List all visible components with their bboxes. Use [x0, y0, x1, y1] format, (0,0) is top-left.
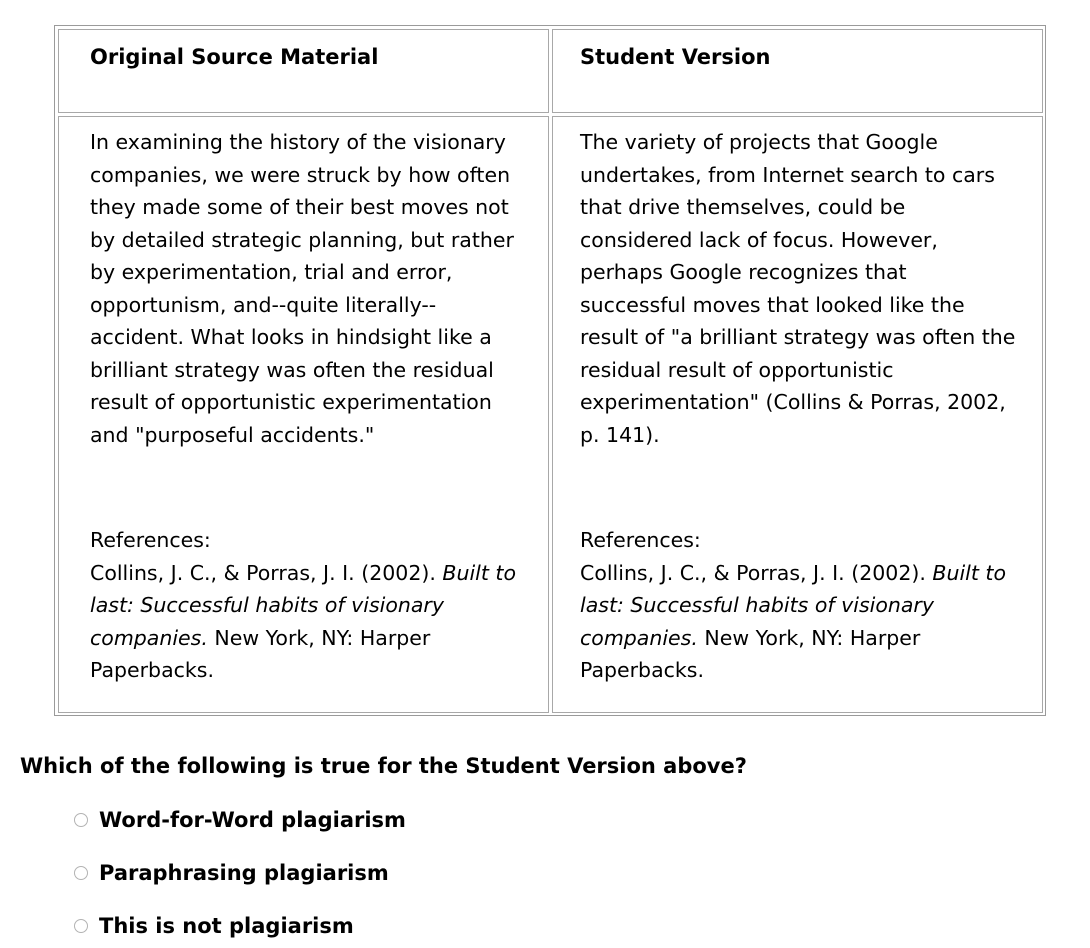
comparison-table	[54, 25, 1046, 716]
reference-title: Built to last: Successful habits of visionary companies.	[90, 560, 516, 650]
header-cell-original	[58, 29, 549, 113]
reference-entry	[90, 557, 524, 687]
reference-entry	[580, 557, 1018, 687]
option-label[interactable]: This is not plagiarism	[99, 914, 354, 938]
reference-publisher: New York, NY: Harper Paperbacks.	[90, 625, 431, 682]
references-label: References:	[90, 528, 211, 552]
radio-not-plagiarism[interactable]	[74, 919, 88, 933]
references-label: References:	[580, 528, 701, 552]
reference-publisher: New York, NY: Harper Paperbacks.	[580, 625, 921, 682]
option-label[interactable]: Word-for-Word plagiarism	[99, 808, 406, 832]
header-cell-student	[552, 29, 1043, 113]
question-text: Which of the following is true for the Student Version above?	[20, 754, 747, 778]
reference-title: Built to last: Successful habits of visionary companies.	[580, 560, 1006, 650]
radio-word-for-word[interactable]	[74, 813, 88, 827]
student-version-text: The variety of projects that Google undertakes, from Internet search to cars that drive themselves, could be considered lack of focus. However, perhaps Google recognizes that successful moves that looked like the result of "a brilliant strategy was often the residual result of opportunistic experimentation" (Collins & Porras, 2002, p. 141).	[580, 130, 1016, 447]
student-references	[580, 524, 1018, 687]
original-source-text: In examining the history of the visionary companies, we were struck by how often they made some of their best moves not by detailed strategic planning, but rather by experimentation, trial and error, opportunism, and--quite literally--accident. What looks in hindsight like a brilliant strategy was often the residual result of opportunistic experimentation and "purposeful accidents."	[90, 130, 514, 447]
original-source-cell	[58, 116, 549, 713]
option-paraphrasing[interactable]	[74, 861, 389, 885]
radio-paraphrasing[interactable]	[74, 866, 88, 880]
original-references	[90, 524, 524, 687]
option-word-for-word[interactable]	[74, 808, 406, 832]
reference-authors: Collins, J. C., & Porras, J. I. (2002).	[90, 560, 443, 585]
option-not-plagiarism[interactable]	[74, 914, 354, 938]
column-header-student: Student Version	[580, 45, 771, 69]
reference-authors: Collins, J. C., & Porras, J. I. (2002).	[580, 560, 933, 585]
student-version-cell	[552, 116, 1043, 713]
column-header-original: Original Source Material	[90, 45, 379, 69]
option-label[interactable]: Paraphrasing plagiarism	[99, 861, 389, 885]
